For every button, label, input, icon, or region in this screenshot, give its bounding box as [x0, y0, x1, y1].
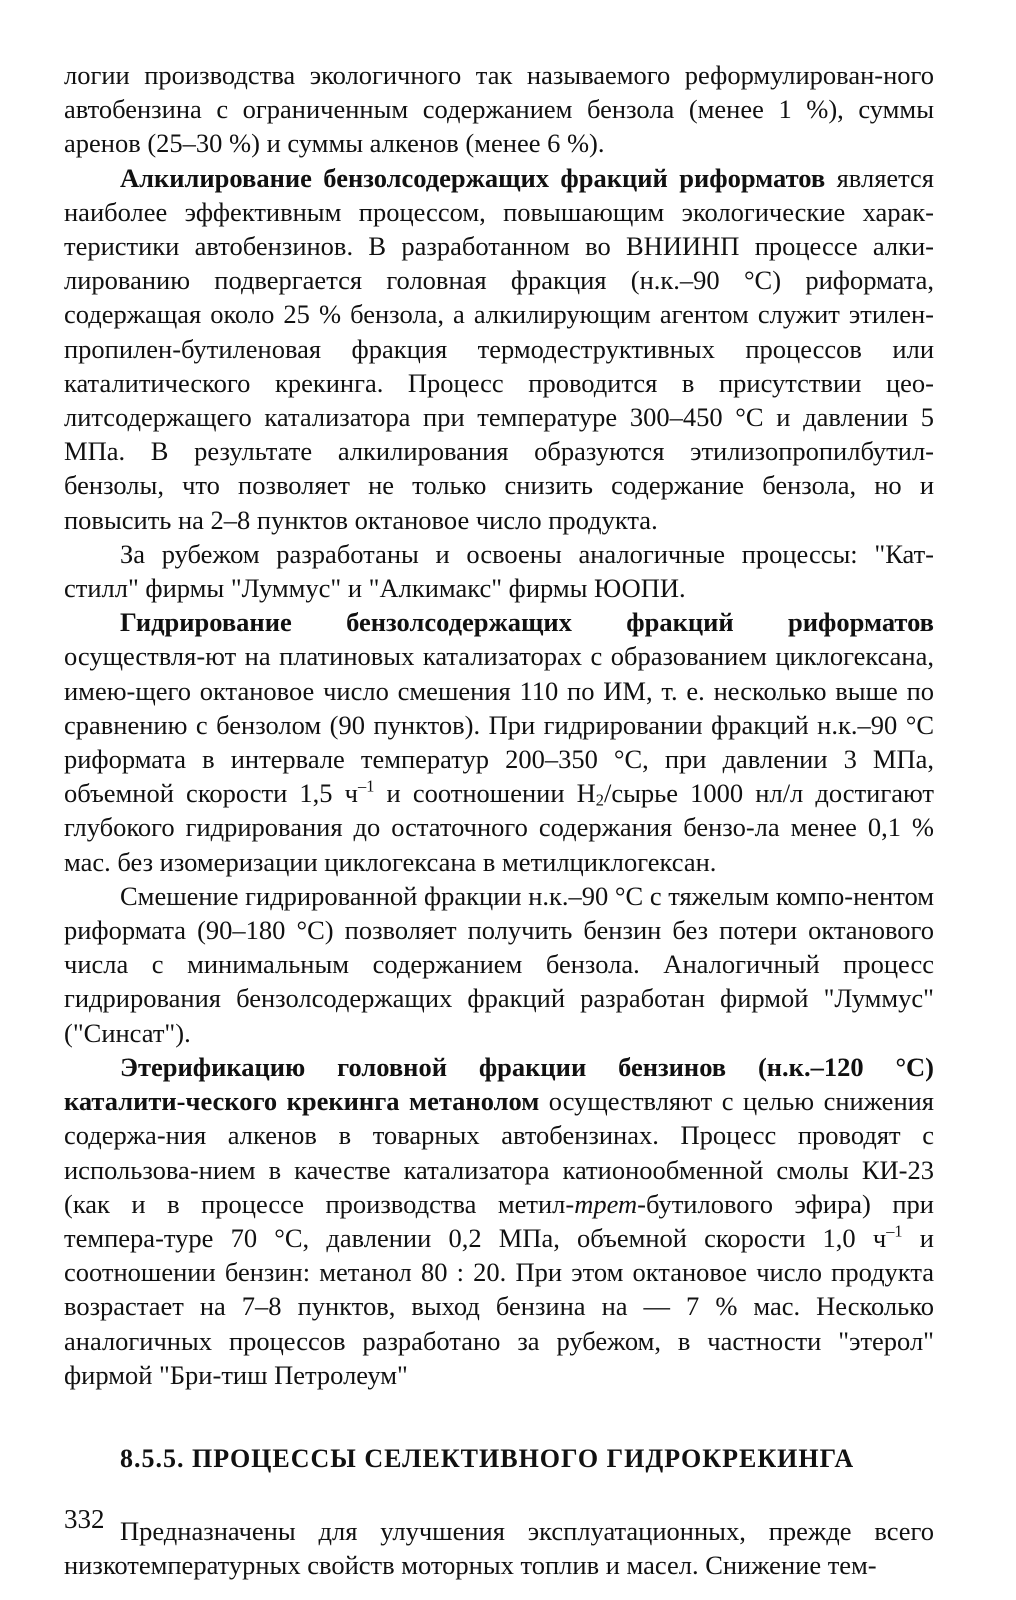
page-number: 332 [64, 1504, 105, 1534]
paragraph-text: осуществляют с целью снижения содержа-ния алкенов в товарных автобензинах. Процесс проводят с использова-нием в качестве катализатора катионообменной смолы КИ-23 (как и в процессе производства метил- [64, 1086, 934, 1219]
paragraph-text: Предназначены для улучшения эксплуатационных, прежде всего низкотемпературных свойств моторных топлив и масел. Снижение тем- [64, 1516, 934, 1581]
paragraph-lead-term: Этерификацию головной фракции бензинов (н.к.–120 °С) каталити-ческого крекинга метанолом [64, 1051, 934, 1117]
paragraph-text: и соотношении Н [374, 778, 596, 809]
superscript: –1 [886, 1221, 903, 1241]
paragraph-lead-term: Гидрирование бензолсодержащих фракций риформатов [120, 607, 934, 638]
paragraph-text: является наиболее эффективным процессом, повышающим экологические харак-теристики автобензинов. В разработанном во ВНИИНП процессе алки-лированию подвергается головная фракция (н.к.–90 °С) риформата, содержащая около 25 % бензола, а алкилирующим агентом служит этилен-пропилен-бутиленовая фракция термодеструктивных процессов или каталитического крекинга. Процесс проводится в присутствии цео-литсодержащего катализатора при температуре 300–450 °С и давлении 5 МПа. В результате алкилирования образуются этилизопропилбутил-бензолы, что позволяет не только снизить содержание бензола, но и повысить на 2–8 пунктов октановое число продукта. [64, 162, 934, 535]
paragraph-hydrogenation [64, 605, 934, 879]
paragraph-lead-term: Алкилирование бензолсодержащих фракций риформатов [120, 162, 826, 193]
superscript: –1 [358, 776, 375, 796]
italic-term: трет [574, 1188, 638, 1219]
paragraph-text: осуществля-ют на платиновых катализаторах с образованием циклогексана, имею-щего октановое число смешения 110 по ИМ, т. е. несколько выше по сравнению с бензолом (90 пунктов). При гидрировании фракций н.к.–90 °С риформата в интервале температур 200–350 °С, при давлении 3 МПа, объемной скорости 1,5 ч [64, 641, 934, 809]
paragraph-continuation [64, 58, 934, 161]
section-heading: 8.5.5. ПРОЦЕССЫ СЕЛЕКТИВНОГО ГИДРОКРЕКИНГА [120, 1443, 855, 1473]
paragraph-text: и соотношении бензин: метанол 80 : 20. При этом октановое число продукта возрастает на 7–8 пунктов, выход бензина на — 7 % мас. Несколько аналогичных процессов разработано за рубежом, в частности "этерол" фирмой "Бри-тиш Петролеум" [64, 1222, 934, 1390]
paragraph-text: За рубежом разработаны и освоены аналогичные процессы: "Кат-стилл" фирмы "Луммус" и "Алкимакс" фирмы ЮОПИ. [64, 538, 934, 604]
paragraph-text: логии производства экологичного так называемого реформулирован-ного автобензина с ограниченным содержанием бензола (менее 1 %), суммы аренов (25–30 %) и суммы алкенов (менее 6 %). [64, 60, 934, 159]
paragraph-text: /сырье 1000 нл/л достигают глубокого гидрирования до остаточного содержания бензо-ла менее 0,1 % мас. без изомеризации циклогексана в метилциклогексан. [64, 778, 934, 877]
paragraph-section-intro [64, 1514, 934, 1582]
page-body [64, 58, 934, 1583]
subscript: 2 [595, 790, 604, 810]
paragraph-blending [64, 879, 934, 1050]
paragraph-text: -бутилового эфира) при темпера-туре 70 °С, давлении 0,2 МПа, объемной скорости 1,0 ч [64, 1188, 934, 1253]
paragraph-alkylation [64, 161, 934, 537]
paragraph-text: Смешение гидрированной фракции н.к.–90 °С с тяжелым компо-нентом риформата (90–180 °С) позволяет получить бензин без потери октанового числа с минимальным содержанием бензола. Аналогичный процесс гидрирования бензолсодержащих фракций разработан фирмой "Луммус" ("Синсат"). [64, 880, 934, 1048]
paragraph-etherification [64, 1050, 934, 1392]
paragraph-foreign-processes [64, 537, 934, 605]
